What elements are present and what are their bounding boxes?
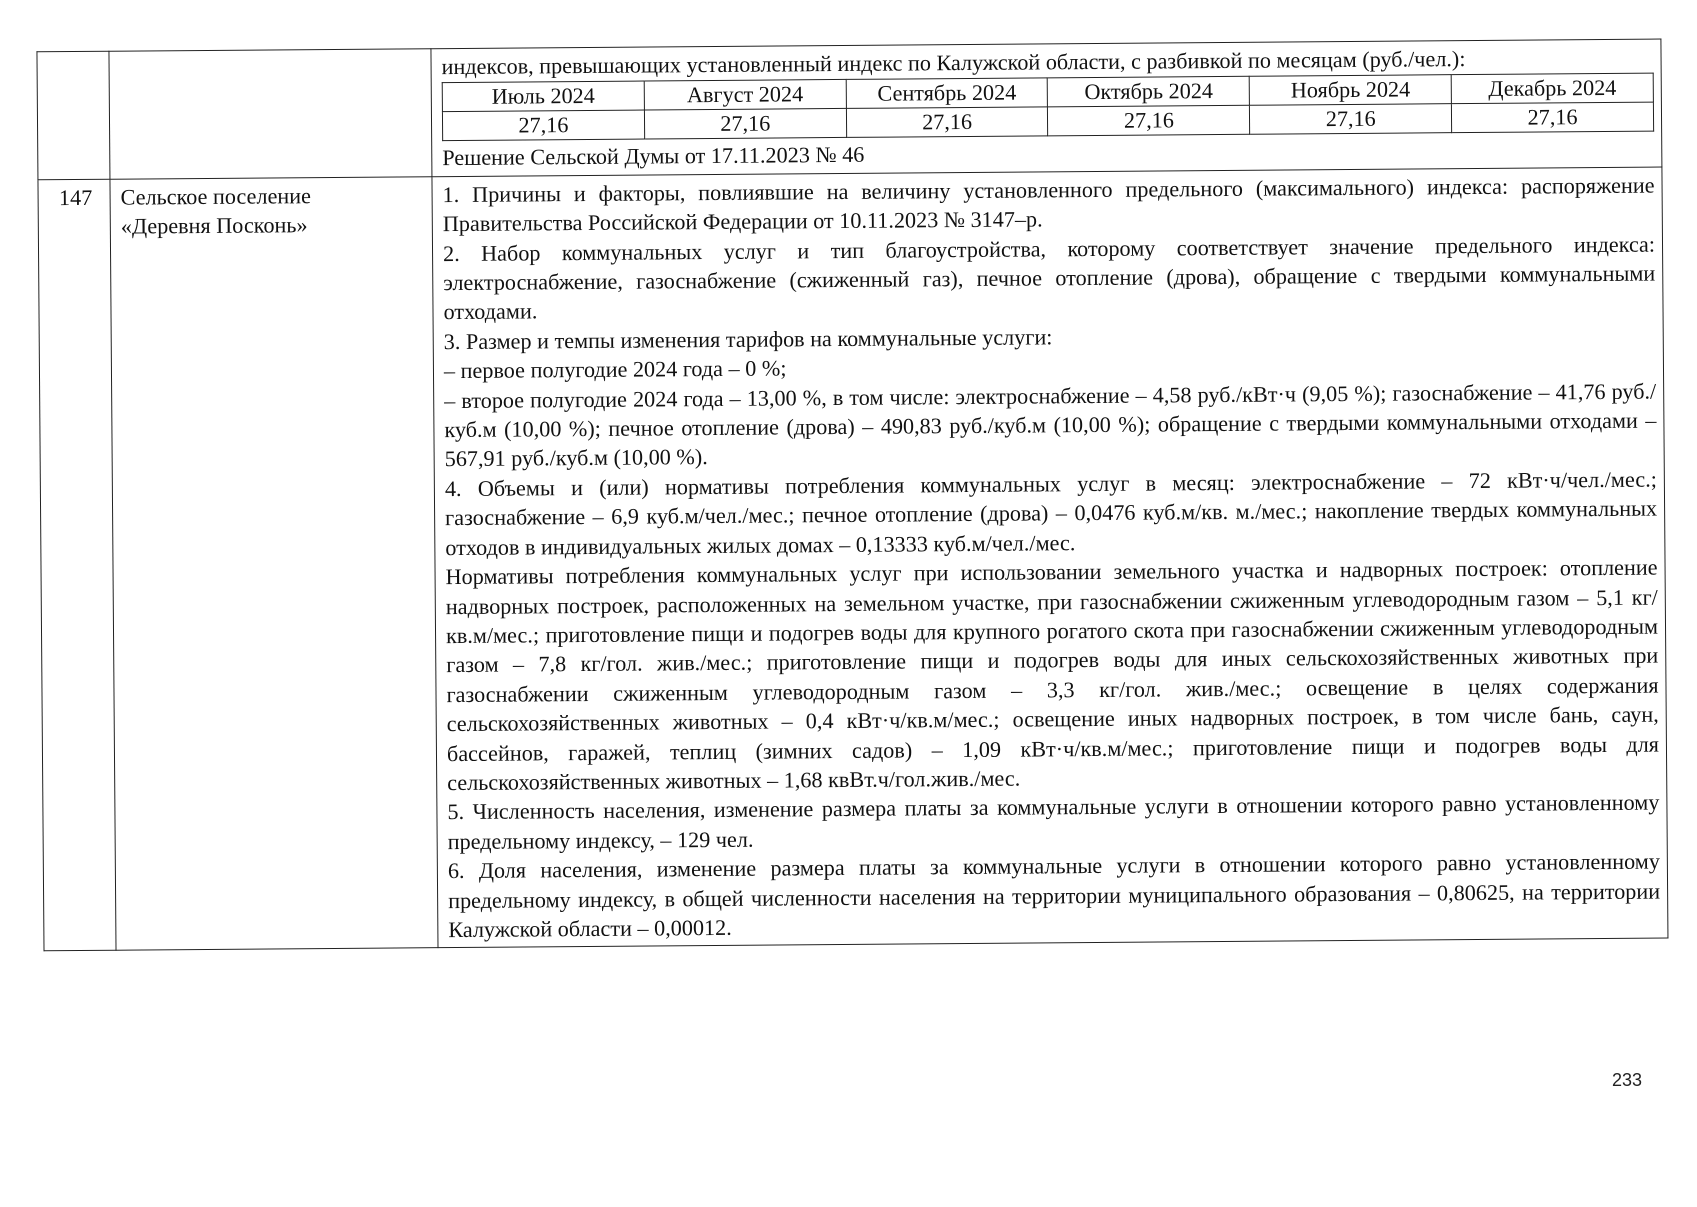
council-decision-text: Решение Сельской Думы от 17.11.2023 № 46: [442, 142, 865, 171]
settlement-name-line2: «Деревня Посконь»: [120, 212, 308, 239]
month-value-sep: 27,16: [846, 107, 1048, 138]
month-value-jul: 27,16: [442, 110, 644, 141]
settlement-name-cell: [110, 177, 438, 951]
paragraph-5-population: 5. Численность населения, изменение размера платы за коммунальные услуги в отношении которого равно установленному предельному индексу, – 129 чел.: [447, 789, 1660, 854]
table-row-146: [37, 39, 1662, 180]
month-header-nov: Ноябрь 2024: [1250, 75, 1452, 106]
paragraph-3-first-half: – первое полугодие 2024 года – 0 %;: [443, 355, 787, 384]
row-details-cell: [431, 39, 1662, 176]
month-value-aug: 27,16: [644, 109, 846, 140]
paragraph-4-volumes: 4. Объемы и (или) нормативы потребления коммунальных услуг в месяц: электроснабжение – 72 кВт·ч/чел./мес.; газоснабжение – 6,9 куб.м/чел./мес.; печное отопление (дрова) – 0,0476 куб.м/кв. м./мес.; накопление твердых коммунальных отходов в индивидуальных жилых домах – 0,13333 куб.м/чел./мес.: [444, 466, 1658, 560]
row-number-cell: 147: [38, 179, 116, 951]
settlement-name-line1: Сельское поселение: [120, 182, 312, 210]
month-value-nov: 27,16: [1250, 104, 1452, 135]
paragraph-6-population-share: 6. Доля населения, изменение размера платы за коммунальные услуги в отношении которого равно установленному предельному индексу, в общей численности населения на территории муниципального образования – 0,80625, на территории Калужской области – 0,00012.: [447, 848, 1661, 943]
paragraph-1-reasons: 1. Причины и факторы, повлиявшие на величину установленного предельного (максимального) индекса: распоряжение Правительства Российской Федерации от 10.11.2023 № 3147–р.: [442, 172, 1655, 237]
month-value-oct: 27,16: [1048, 106, 1250, 137]
paragraph-2-services: 2. Набор коммунальных услуг и тип благоустройства, которому соответствует значение предельного индекса: электроснабжение, газоснабжение (сжиженный газ), печное отопление (дрова), обращение с твердыми коммунальными отходами.: [442, 231, 1656, 325]
month-value-dec: 27,16: [1452, 103, 1654, 134]
paragraph-4-land-norms: Нормативы потребления коммунальных услуг при использовании земельного участка и надворных построек: отопление надворных построек, расположенных на земельном участке, при газоснабжении сжиженным углеводородным газом – 5,1 кг/кв.м/мес.; приготовление пищи и подогрев воды для крупного рогатого скота при газоснабжении сжиженным углеводородным газом – 7,8 кг/гол. жив./мес.; приготовление пищи и подогрев воды для иных сельскохозяйственных животных при газоснабжении сжиженным углеводородным газом – 3,3 кг/гол. жив./мес.; освещение в целях содержания сельскохозяйственных животных – 0,4 кВт·ч/кв.м/мес.; освещение иных надворных построек, в том числе бань, саун, бассейнов, гаражей, теплиц (зимних садов) – 1,09 кВт·ч/кв.м/мес.; приготовление пищи и подогрев воды для сельскохозяйственных животных – 1,68 квВт.ч/гол.жив./мес.: [445, 554, 1660, 796]
month-header-jul: Июль 2024: [442, 81, 644, 112]
month-header-sep: Сентябрь 2024: [846, 78, 1048, 109]
row-details-cell: [432, 167, 1668, 948]
paragraph-3-tariffs: 3. Размер и темпы изменения тарифов на коммунальные услуги:: [443, 324, 1053, 354]
table-row-147: [38, 167, 1668, 951]
month-header-dec: Декабрь 2024: [1451, 74, 1653, 105]
page-number: 233: [1612, 1070, 1643, 1090]
month-header-oct: Октябрь 2024: [1048, 77, 1250, 108]
months-intro-text: индексов, превышающих установленный индекс по Калужской области, с разбивкой по месяцам (руб./чел.):: [441, 46, 1466, 80]
paragraph-3-second-half: – второе полугодие 2024 года – 13,00 %, в том числе: электроснабжение – 4,58 руб./кВт·ч (9,05 %); газоснабжение – 41,76 руб./куб.м (10,00 %); печное отопление (дрова) – 490,83 руб./куб.м (10,00 %); обращение с твердыми коммунальными отходами – 567,91 руб./куб.м (10,00 %).: [444, 378, 1657, 472]
monthly-index-table: [442, 73, 1654, 142]
row-number-cell: [37, 51, 110, 179]
indices-table: [36, 39, 1668, 952]
month-header-aug: Август 2024: [644, 80, 846, 111]
settlement-name-cell: [109, 49, 432, 179]
